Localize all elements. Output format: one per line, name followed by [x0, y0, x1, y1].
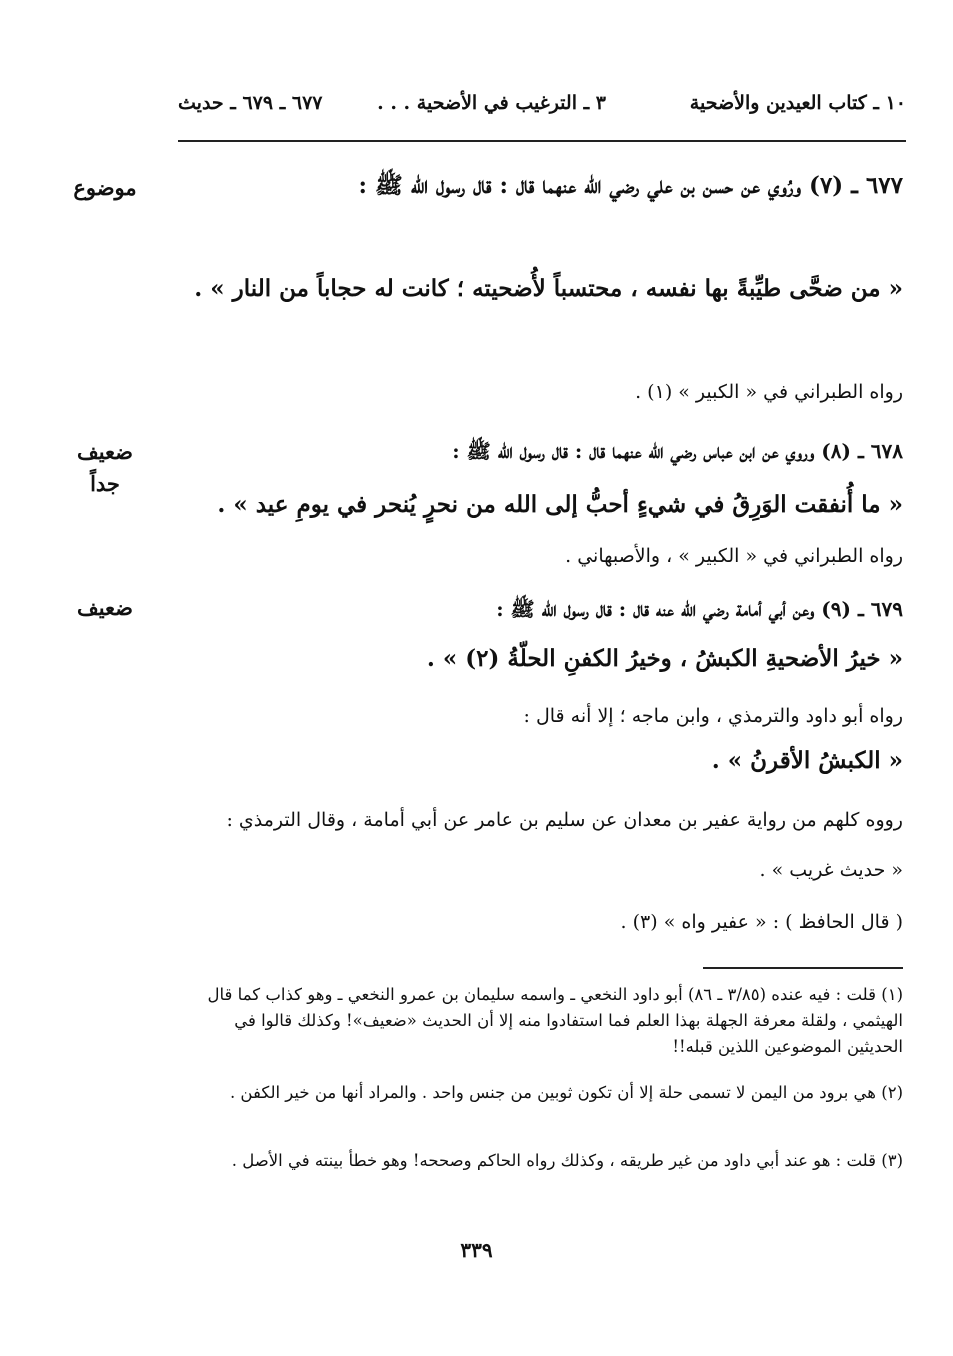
page-number: ٣٣٩: [460, 1238, 493, 1262]
grade-line: جداً: [90, 471, 120, 496]
hadith-678-text: « ما أُنفقت الوَرِقُ في شيءٍ أحبُّ إلى الله من نحرٍ يُنحر في يومِ عيد » .: [217, 491, 903, 518]
hadith-679-transmission-note: رووه كلهم من رواية عفير بن معدان عن سليم بن عامر عن أبي أمامة ، وقال الترمذي :: [226, 809, 903, 831]
hadith-677-intro: ٦٧٧ ـ (٧) ورُوي عن حسن بن علي رضي الله عنهما قال : قال رسول الله ﷺ :: [358, 172, 903, 199]
footnote-3: (٣) قلت : هو عند أبي داود من غير طريقه ، وكذلك رواه الحاكم وصححه! وهو خطأ بينته في الأصل .: [231, 1151, 903, 1170]
footnote-1: (١) قلت : فيه عنده (٣/٨٥ ـ ٨٦) أبو داود النخعي ـ واسمه سليمان بن عمرو النخعي ـ وهو كذاب كما قال الهيثمي ، ولقلة معرفة الجهلة بهذا العلم فما استفادوا منه إلا أن الحديث «ضعيف»! وكذلك قالوا في الحديثين الموضوعين اللذين قبله!!: [207, 985, 903, 1056]
header-book-title: ١٠ ـ كتاب العيدين والأضحية: [689, 92, 906, 114]
grade-line: ضعيف: [76, 439, 134, 464]
hadith-678-source: رواه الطبراني في « الكبير » ، والأصبهاني .: [565, 545, 903, 567]
hadith-679-intro: ٦٧٩ ـ (٩) وعن أبي أمامة رضي الله عنه قال : قال رسول الله ﷺ :: [496, 597, 903, 621]
header-divider: [178, 140, 906, 142]
grade-line: ضعيف: [76, 595, 134, 620]
grade-label-678: [65, 436, 145, 500]
grade-label-677: [65, 172, 145, 204]
hadith-679-text: « خيرُ الأضحيةِ الكبشُ ، وخيرُ الكفنِ الحلّةُ (٢) » .: [426, 645, 903, 672]
tirmidhi-verdict: « حديث غريب » .: [759, 859, 903, 881]
hadith-678-intro: ٦٧٨ ـ (٨) وروي عن ابن عباس رضي الله عنهما قال : قال رسول الله ﷺ :: [452, 439, 903, 463]
footnote-2: (٢) هي برود من اليمن لا تسمى حلة إلا أن تكون ثوبين من جنس واحد . والمراد أنها من خير الكفن .: [229, 1083, 903, 1102]
hadith-679-variant-quote: « الكبشُ الأقرنُ » .: [711, 747, 903, 774]
hafiz-comment: ( قال الحافظ ) : « عفير واه » (٣) .: [620, 911, 903, 933]
header-hadith-range: ٦٧٧ ـ ٦٧٩ ـ حديث: [178, 92, 323, 114]
hadith-677-text: « من ضحَّى طيِّبةً بها نفسه ، محتسباً لأُضحيته ؛ كانت له حجاباً من النار » .: [194, 275, 903, 302]
hadith-679-source: رواه أبو داود والترمذي ، وابن ماجه ؛ إلا أنه قال :: [523, 705, 903, 727]
grade-label-679: [65, 592, 145, 624]
hadith-677-source: رواه الطبراني في « الكبير » (١) .: [635, 381, 903, 403]
running-header: [178, 92, 906, 126]
header-chapter-title: ٣ ـ الترغيب في الأضحية . . .: [377, 92, 606, 114]
footnote-divider: [703, 967, 903, 969]
grade-line: موضوع: [73, 175, 137, 200]
